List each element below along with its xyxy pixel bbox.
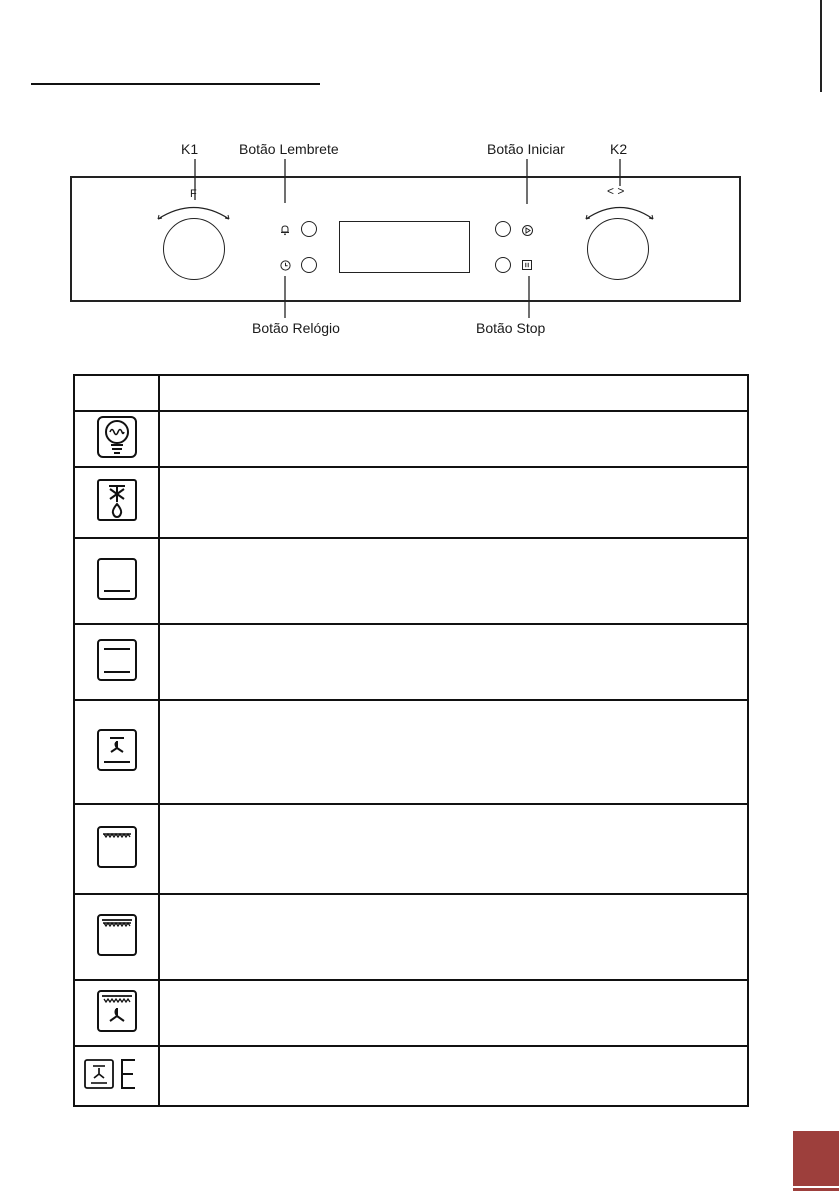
table-header-description-cell <box>159 375 748 411</box>
icon-cell <box>74 700 159 804</box>
k2-label: K2 <box>610 141 628 157</box>
reminder-button[interactable] <box>301 221 317 237</box>
reminder-button-label: Botão Lembrete <box>239 141 339 157</box>
page-number-tab <box>793 1131 839 1191</box>
description-cell <box>159 411 748 467</box>
start-button[interactable] <box>495 221 511 237</box>
fan-grill-icon <box>94 988 140 1034</box>
description-cell <box>159 538 748 624</box>
k1-label: K1 <box>181 141 199 157</box>
table-row <box>74 467 748 538</box>
icon-cell <box>74 467 159 538</box>
clock-icon <box>279 259 292 272</box>
table-row <box>74 700 748 804</box>
icon-cell <box>74 538 159 624</box>
icon-cell <box>74 980 159 1046</box>
table-row <box>74 894 748 980</box>
k1-function-mark: F <box>190 188 197 200</box>
page-tab-rule <box>793 1186 839 1188</box>
defrost-icon <box>94 477 140 523</box>
icon-cell <box>74 1046 159 1106</box>
table-row <box>74 411 748 467</box>
description-cell <box>159 467 748 538</box>
icon-cell <box>74 411 159 467</box>
lcd-display <box>339 221 470 273</box>
icon-cell <box>74 804 159 894</box>
grill-icon <box>94 824 140 870</box>
bell-icon <box>279 224 291 236</box>
bottom-heat-icon <box>94 556 140 602</box>
description-cell <box>159 700 748 804</box>
k2-selection-knob[interactable] <box>587 218 649 280</box>
oven-lamp-icon <box>94 414 140 460</box>
stop-button-label: Botão Stop <box>476 320 546 336</box>
table-row <box>74 980 748 1046</box>
play-icon <box>521 224 534 237</box>
table-row <box>74 1046 748 1106</box>
double-grill-icon <box>94 912 140 958</box>
callout-leader-lines <box>0 0 839 360</box>
table-header-icon-cell <box>74 375 159 411</box>
table-row <box>74 624 748 700</box>
pause-icon <box>521 259 533 271</box>
k2-navigation-mark: < > <box>607 184 625 198</box>
icon-cell <box>74 624 159 700</box>
oven-functions-table <box>73 374 749 1107</box>
table-row <box>74 538 748 624</box>
start-button-label: Botão Iniciar <box>487 141 565 157</box>
k1-function-knob[interactable] <box>163 218 225 280</box>
description-cell <box>159 624 748 700</box>
clock-button[interactable] <box>301 257 317 273</box>
description-cell <box>159 804 748 894</box>
top-bottom-heat-icon <box>94 637 140 683</box>
table-row <box>74 804 748 894</box>
description-cell <box>159 894 748 980</box>
clock-button-label: Botão Relógio <box>252 320 340 336</box>
stop-button[interactable] <box>495 257 511 273</box>
description-cell <box>159 980 748 1046</box>
eco-fan-icon <box>82 1054 152 1094</box>
fan-bottom-heat-icon <box>94 727 140 773</box>
icon-cell <box>74 894 159 980</box>
description-cell <box>159 1046 748 1106</box>
table-header-row <box>74 375 748 411</box>
